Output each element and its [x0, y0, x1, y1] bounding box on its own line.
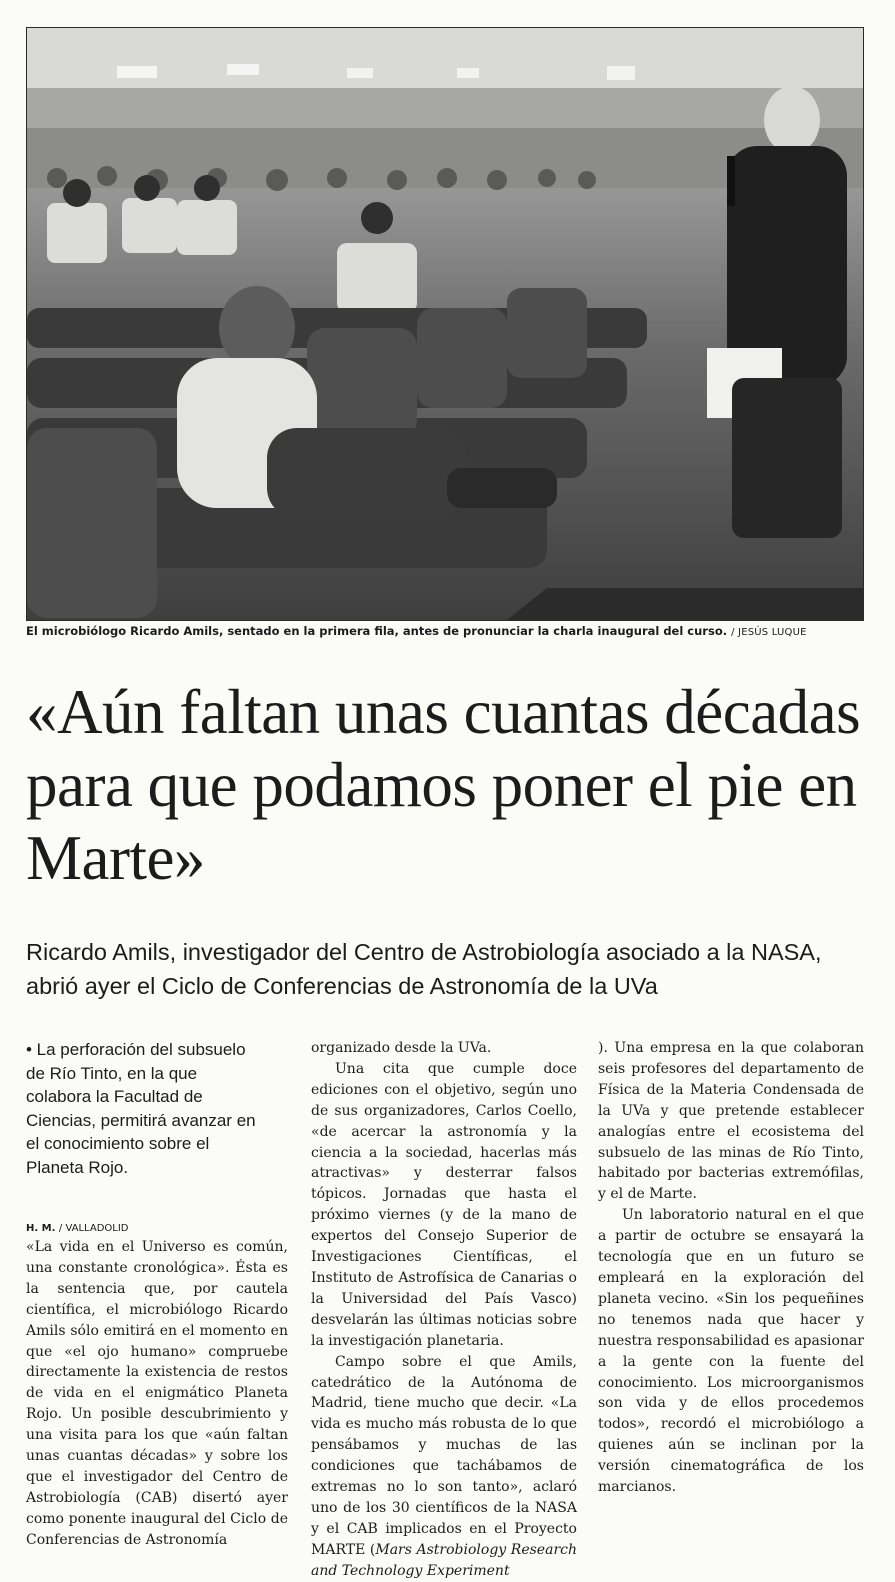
byline [26, 1221, 288, 1237]
byline-place: / VALLADOLID [58, 1223, 129, 1234]
body-paragraph-3 [311, 1352, 577, 1582]
caption-text: El microbiólogo Ricardo Amils, sentado en la primera fila, antes de pronunciar la charla inaugural del curso. [26, 624, 728, 638]
lecture-hall-photo [26, 27, 864, 621]
lecture-hall-illustration [27, 28, 863, 620]
project-name: Mars Astrobiology Research and Technology Experiment [311, 1541, 577, 1579]
column-2 [311, 1038, 577, 1582]
body-paragraph-1: «La vida en el Universo es común, una constante cronológica». Ésta es la sentencia que, por cautela científica, el microbiólogo Ricardo Amils sólo emitirá en el momento en que «el ojo humano» compruebe directamente la existencia de restos de vida en el enigmático Planeta Rojo. Un posible descubrimiento y una visita para los que «aún faltan unas cuantas décadas» y sobre los que el investigador del Centro de Astrobiología (CAB) disertó ayer como ponente inaugural del Ciclo de Conferencias de Astronomía [26, 1239, 288, 1548]
column-3 [598, 1038, 864, 1498]
photo-caption [26, 624, 862, 638]
byline-author: H. M. [26, 1223, 56, 1234]
body-continuation: organizado desde la UVa. [311, 1040, 492, 1056]
lead-summary: • La perforación del subsuelo de Río Tinto, en la que colabora la Facultad de Ciencias, permitirá avanzar en el conocimiento sobre el Planeta Rojo. [26, 1040, 256, 1177]
headline: «Aún faltan unas cuantas décadas para que podamos poner el pie en Marte» [26, 677, 861, 893]
body-continuation: ). Una empresa en la que colaboran seis profesores del departamento de Física de la Materia Condensada de la UVa y que pretende establecer analogías entre el ecosistema del subsuelo de las minas de Río Tinto, habitado por bacterias extremófilas, y el de Marte. [598, 1040, 864, 1203]
photo-credit: / JESÚS LUQUE [731, 627, 807, 638]
body-paragraph-2: Una cita que cumple doce ediciones con el objetivo, según uno de sus organizadores, Carlos Coello, «de acercar la astronomía y la ciencia a la sociedad, hacerlas más atractivas» y desterrar falsos tópicos. Jornadas que hasta el próximo viernes (y de la mano de expertos del Consejo Superior de Investigaciones Científicas, el Instituto de Astrofísica de Canarias o la Universidad del País Vasco) desvelarán las últimas noticias sobre la investigación planetaria. [311, 1060, 577, 1349]
body-paragraph-4: Un laboratorio natural en el que a partir de octubre se ensayará la tecnología que en un futuro se empleará en la exploración del planeta vecino. «Sin los pequeñines no tenemos nada que hacer y nuestra responsabilidad es apasionar a la gente con la fuente del conocimiento. Los microorganismos son vida y de ellos procedemos todos», recordó el microbiólogo a quienes aún se inclinan por la versión cinematográfica de los marcianos. [598, 1207, 864, 1496]
column-1 [26, 1038, 288, 1551]
body-paragraph-3-start: Campo sobre el que Amils, catedrático de la Autónoma de Madrid, tiene mucho que decir. «La vida es mucho más robusta de lo que pensábamos y muchas de las condiciones que tachábamos de extremas no lo son tanto», aclaró uno de los 30 científicos de la NASA y el CAB implicados en el Proyecto MARTE ( [311, 1353, 577, 1558]
subheadline: Ricardo Amils, investigador del Centro de Astrobiología asociado a la NASA, abrió ayer el Ciclo de Conferencias de Astronomía de la UVa [26, 939, 822, 999]
